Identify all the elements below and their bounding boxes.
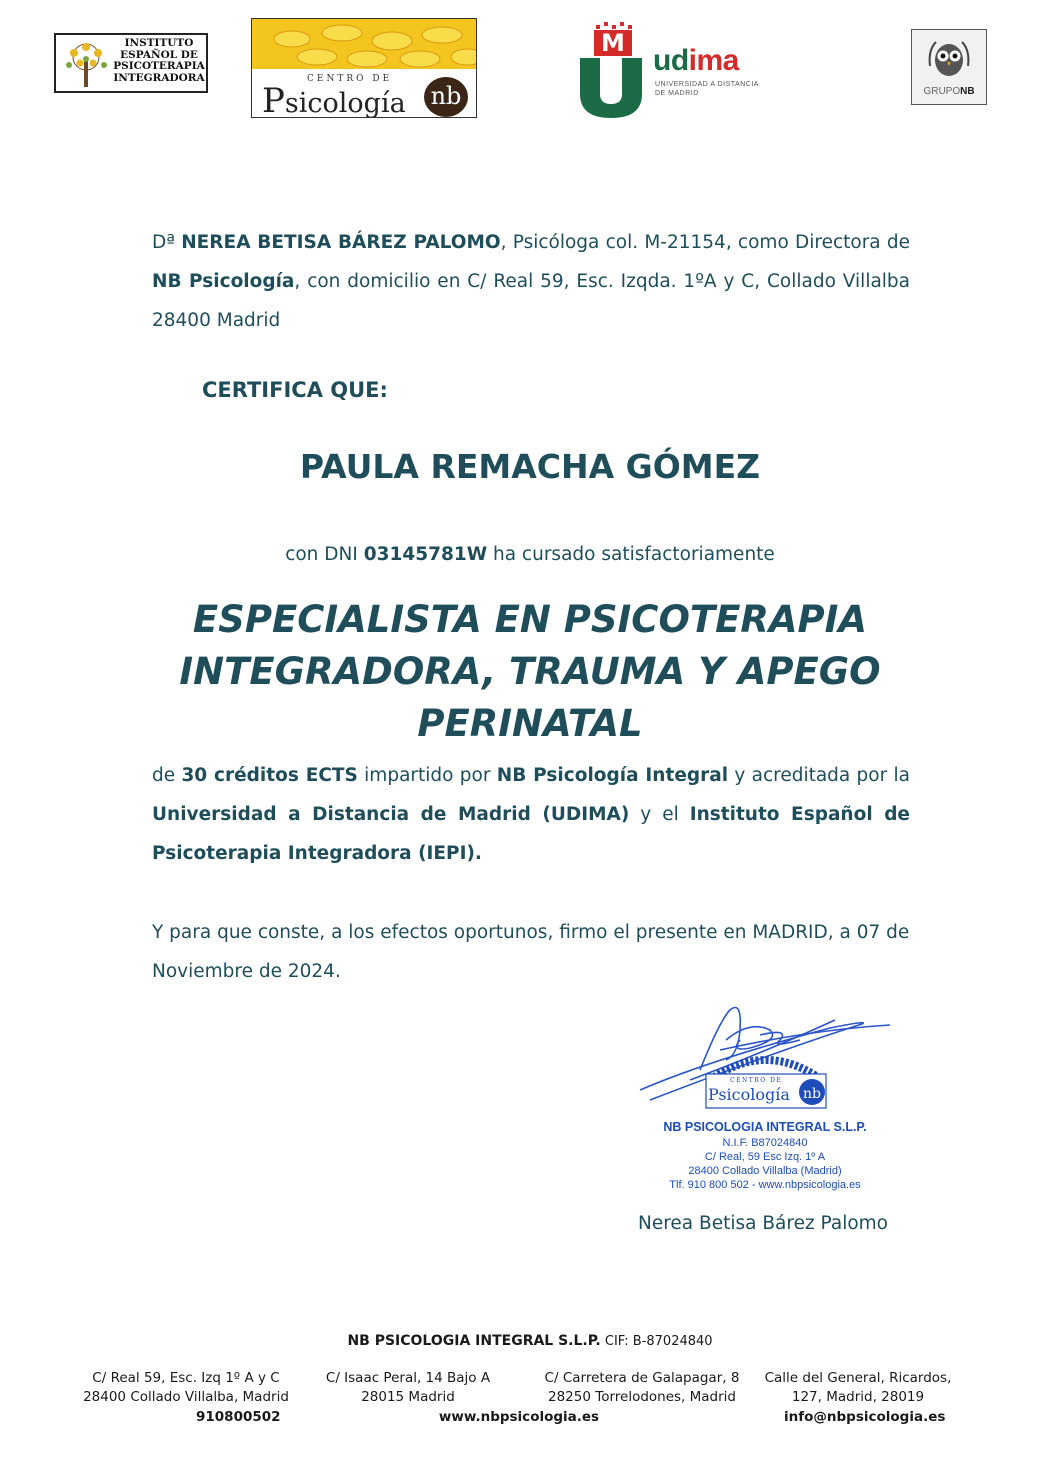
udima-logo <box>578 22 778 122</box>
svg-text:CENTRO DE: CENTRO DE <box>730 1077 783 1084</box>
grupo-nb-text: GRUPONB <box>923 86 975 97</box>
udima-wordmark: udima <box>653 44 739 77</box>
owl-icon <box>926 36 972 82</box>
footer-address-4: Calle del General, Ricardos, 127, Madrid, 28019 <box>764 1370 952 1405</box>
recipient-name: PAULA REMACHA GÓMEZ <box>299 447 761 486</box>
nb-mark: nb <box>424 77 468 117</box>
dni-line: con DNI 03145781W ha cursado satisfactoriamente <box>285 544 775 565</box>
grupo-nb-logo <box>911 29 987 105</box>
svg-text:Psicología: Psicología <box>708 1085 790 1104</box>
iepi-logo <box>54 33 208 93</box>
footer-address-1: C/ Real 59, Esc. Izq 1º A y C 28400 Collado Villalba, Madrid <box>83 1370 289 1405</box>
signer-name: Nerea Betisa Bárez Palomo <box>638 1213 889 1234</box>
certifica-heading: CERTIFICA QUE: <box>202 378 388 402</box>
footer-email-link[interactable]: info@nbpsicologia.es <box>784 1409 946 1425</box>
nb-psicologia-logo: CENTRO DE Psicología nb <box>251 18 477 118</box>
footer-phone: 910800502 <box>196 1409 281 1425</box>
credits-paragraph: de 30 créditos ECTS impartido por NB Psicología Integral y acreditada por la Universidad a Distancia de Madrid (UDIMA) y el Instituto Español de Psicoterapia Integradora (IEPI). <box>152 765 910 864</box>
intro-paragraph: Dª NEREA BETISA BÁREZ PALOMO, Psicóloga col. M-21154, como Directora de NB Psicología, con domicilio en C/ Real 59, Esc. Izqda. 1ºA y C, Collado Villalba 28400 Madrid <box>152 232 911 331</box>
stamp-text: NB PSICOLOGIA INTEGRAL S.L.P. N.I.F. B87024840 C/ Real, 59 Esc Izq. 1º A 28400 Collado Villalba (Madrid) Tlf. 910 800 502 - www.nbpsicologia.es <box>663 1120 867 1191</box>
iepi-logo-text: INSTITUTO ESPAÑOL DE PSICOTERAPIA INTEGRADORA <box>113 37 205 84</box>
udima-u-icon <box>580 58 642 118</box>
udima-m-box: M <box>594 30 632 56</box>
footer-address-3: C/ Carretera de Galapagar, 8 28250 Torrelodones, Madrid <box>544 1370 740 1405</box>
tree-icon <box>60 39 112 89</box>
udima-subtitle: UNIVERSIDAD A DISTANCIA DE MADRID <box>655 81 759 97</box>
closing-paragraph: Y para que conste, a los efectos oportunos, firmo el presente en MADRID, a 07 de Noviembre de 2024. <box>152 922 910 982</box>
footer-company: NB PSICOLOGIA INTEGRAL S.L.P. CIF: B-87024840 <box>347 1333 713 1349</box>
company-stamp <box>630 1000 900 1205</box>
nb-logo-word: Psicología <box>262 81 406 118</box>
stamp-nb-logo <box>700 1050 832 1110</box>
svg-text:nb: nb <box>803 1086 821 1102</box>
course-title: ESPECIALISTA EN PSICOTERAPIA INTEGRADORA, TRAUMA Y APEGO PERINATAL <box>179 598 881 745</box>
footer-address-2: C/ Isaac Peral, 14 Bajo A 28015 Madrid <box>325 1370 491 1405</box>
sunflower-icon <box>252 19 477 71</box>
footer-website-link[interactable]: www.nbpsicologia.es <box>438 1409 600 1425</box>
